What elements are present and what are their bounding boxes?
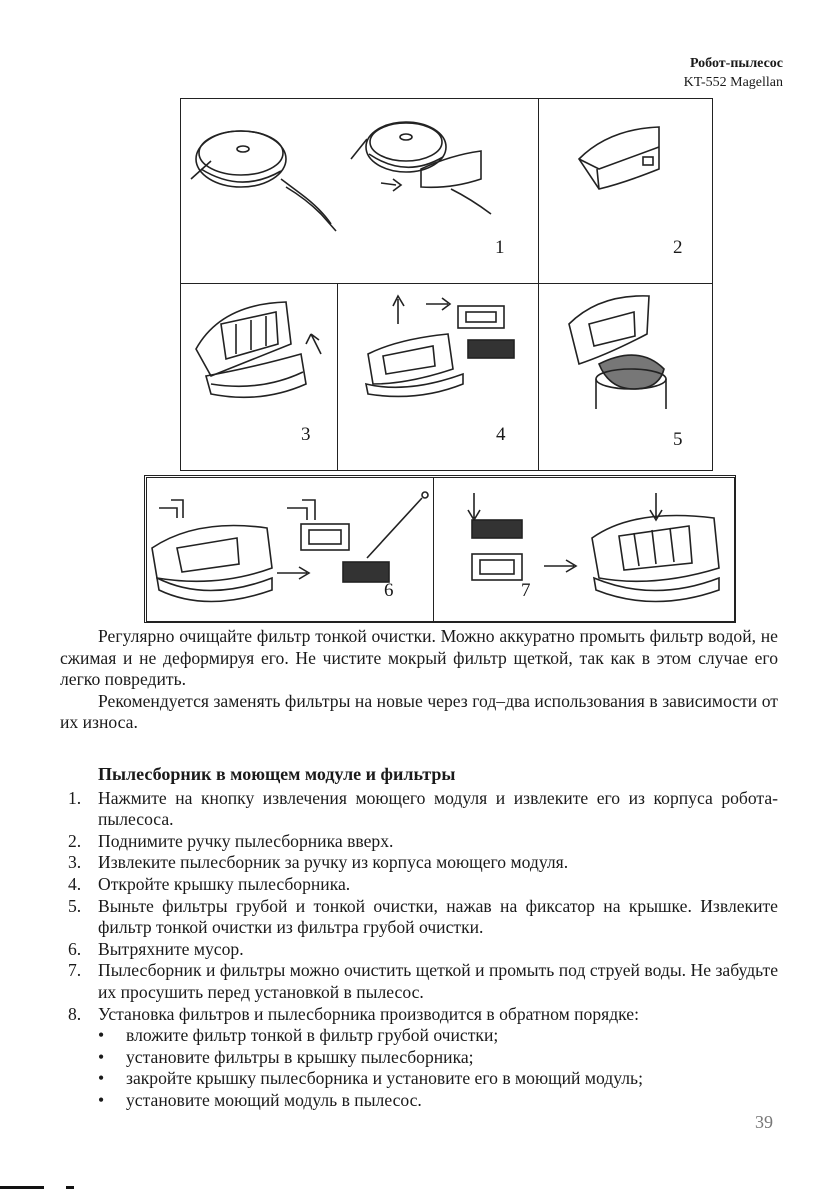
open-dustbin-illustration-3	[181, 284, 338, 470]
reassemble-illustration-7	[434, 478, 734, 621]
figure-3-number: 3	[301, 424, 311, 445]
figure-2-dustbin	[538, 98, 713, 285]
robot-illustration-1	[181, 99, 539, 284]
dustbin-illustration-2	[539, 99, 712, 284]
steps-list	[60, 788, 778, 1026]
paragraph-replace-filters: Рекомендуется заменять фильтры на новые через год–два использования в зависимости от их износа.	[60, 690, 778, 733]
step-item: 7. Пылесборник и фильтры можно очистить щеткой и промыть под струей воды. Не забудьте их просушить перед установкой в пылесос.	[68, 960, 778, 1002]
step-item: 4. Откройте крышку пылесборника.	[68, 873, 351, 894]
paragraph-fine-filter: Регулярно очищайте фильтр тонкой очистки. Можно аккуратно промыть фильтр водой, не сжимая и не деформируя его. Не чистите мокрый фильтр щеткой, так как в этом случае его легко повредить.	[60, 626, 778, 690]
bullet-item: • установите фильтры в крышку пылесборника;	[98, 1046, 474, 1067]
figure-7-reassemble	[433, 477, 735, 622]
filters-illustration-4	[338, 284, 539, 470]
figure-3-open-dustbin	[180, 283, 339, 471]
figure-4-number: 4	[496, 424, 506, 445]
figure-4-remove-filters	[337, 283, 540, 471]
step-item: 5. Выньте фильтры грубой и тонкой очистки, нажав на фиксатор на крышке. Извлеките фильтр тонкой очистки из фильтра грубой очистки.	[68, 895, 778, 938]
bullet-item: • установите моющий модуль в пылесос.	[98, 1089, 422, 1110]
figure-1-number: 1	[495, 237, 505, 258]
footer-mark-small	[66, 1186, 74, 1189]
step-item: 6. Вытряхните мусор.	[68, 938, 244, 959]
bullet-icon: •	[98, 1068, 105, 1089]
document-header	[684, 54, 783, 92]
figure-2-number: 2	[673, 237, 683, 258]
page-number: 39	[755, 1112, 773, 1132]
bullets-list	[60, 1025, 778, 1111]
body-text	[60, 626, 778, 1111]
section-heading: Пылесборник в моющем модуле и фильтры	[98, 763, 456, 784]
footer-mark	[0, 1186, 44, 1189]
figure-7-number: 7	[521, 580, 531, 601]
bullet-icon: •	[98, 1089, 105, 1110]
empty-trash-illustration-5	[539, 284, 712, 470]
step-item: 3. Извлеките пылесборник за ручку из корпуса моющего модуля.	[68, 852, 569, 873]
step-item: 8. Установка фильтров и пылесборника производится в обратном порядке:	[68, 1003, 639, 1024]
header-model: KT-552 Magellan	[683, 75, 783, 90]
figure-6-wash-filters	[146, 477, 435, 622]
step-item: 2. Поднимите ручку пылесборника вверх.	[68, 830, 394, 851]
bullet-icon: •	[98, 1025, 105, 1046]
figure-5-number: 5	[673, 429, 683, 450]
bullet-icon: •	[98, 1046, 105, 1067]
step-item: 1. Нажмите на кнопку извлечения моющего модуля и извлеките его из корпуса робота-пылесоса.	[68, 787, 778, 830]
figure-6-number: 6	[384, 580, 394, 601]
figure-1-remove-module	[180, 98, 540, 285]
header-product-type: Робот-пылесос	[689, 56, 783, 71]
bullet-item: • закройте крышку пылесборника и установите его в моющий модуль;	[98, 1068, 643, 1089]
bullet-item: • вложите фильтр тонкой в фильтр грубой очистки;	[98, 1025, 499, 1046]
figure-5-empty-dustbin	[538, 283, 713, 471]
